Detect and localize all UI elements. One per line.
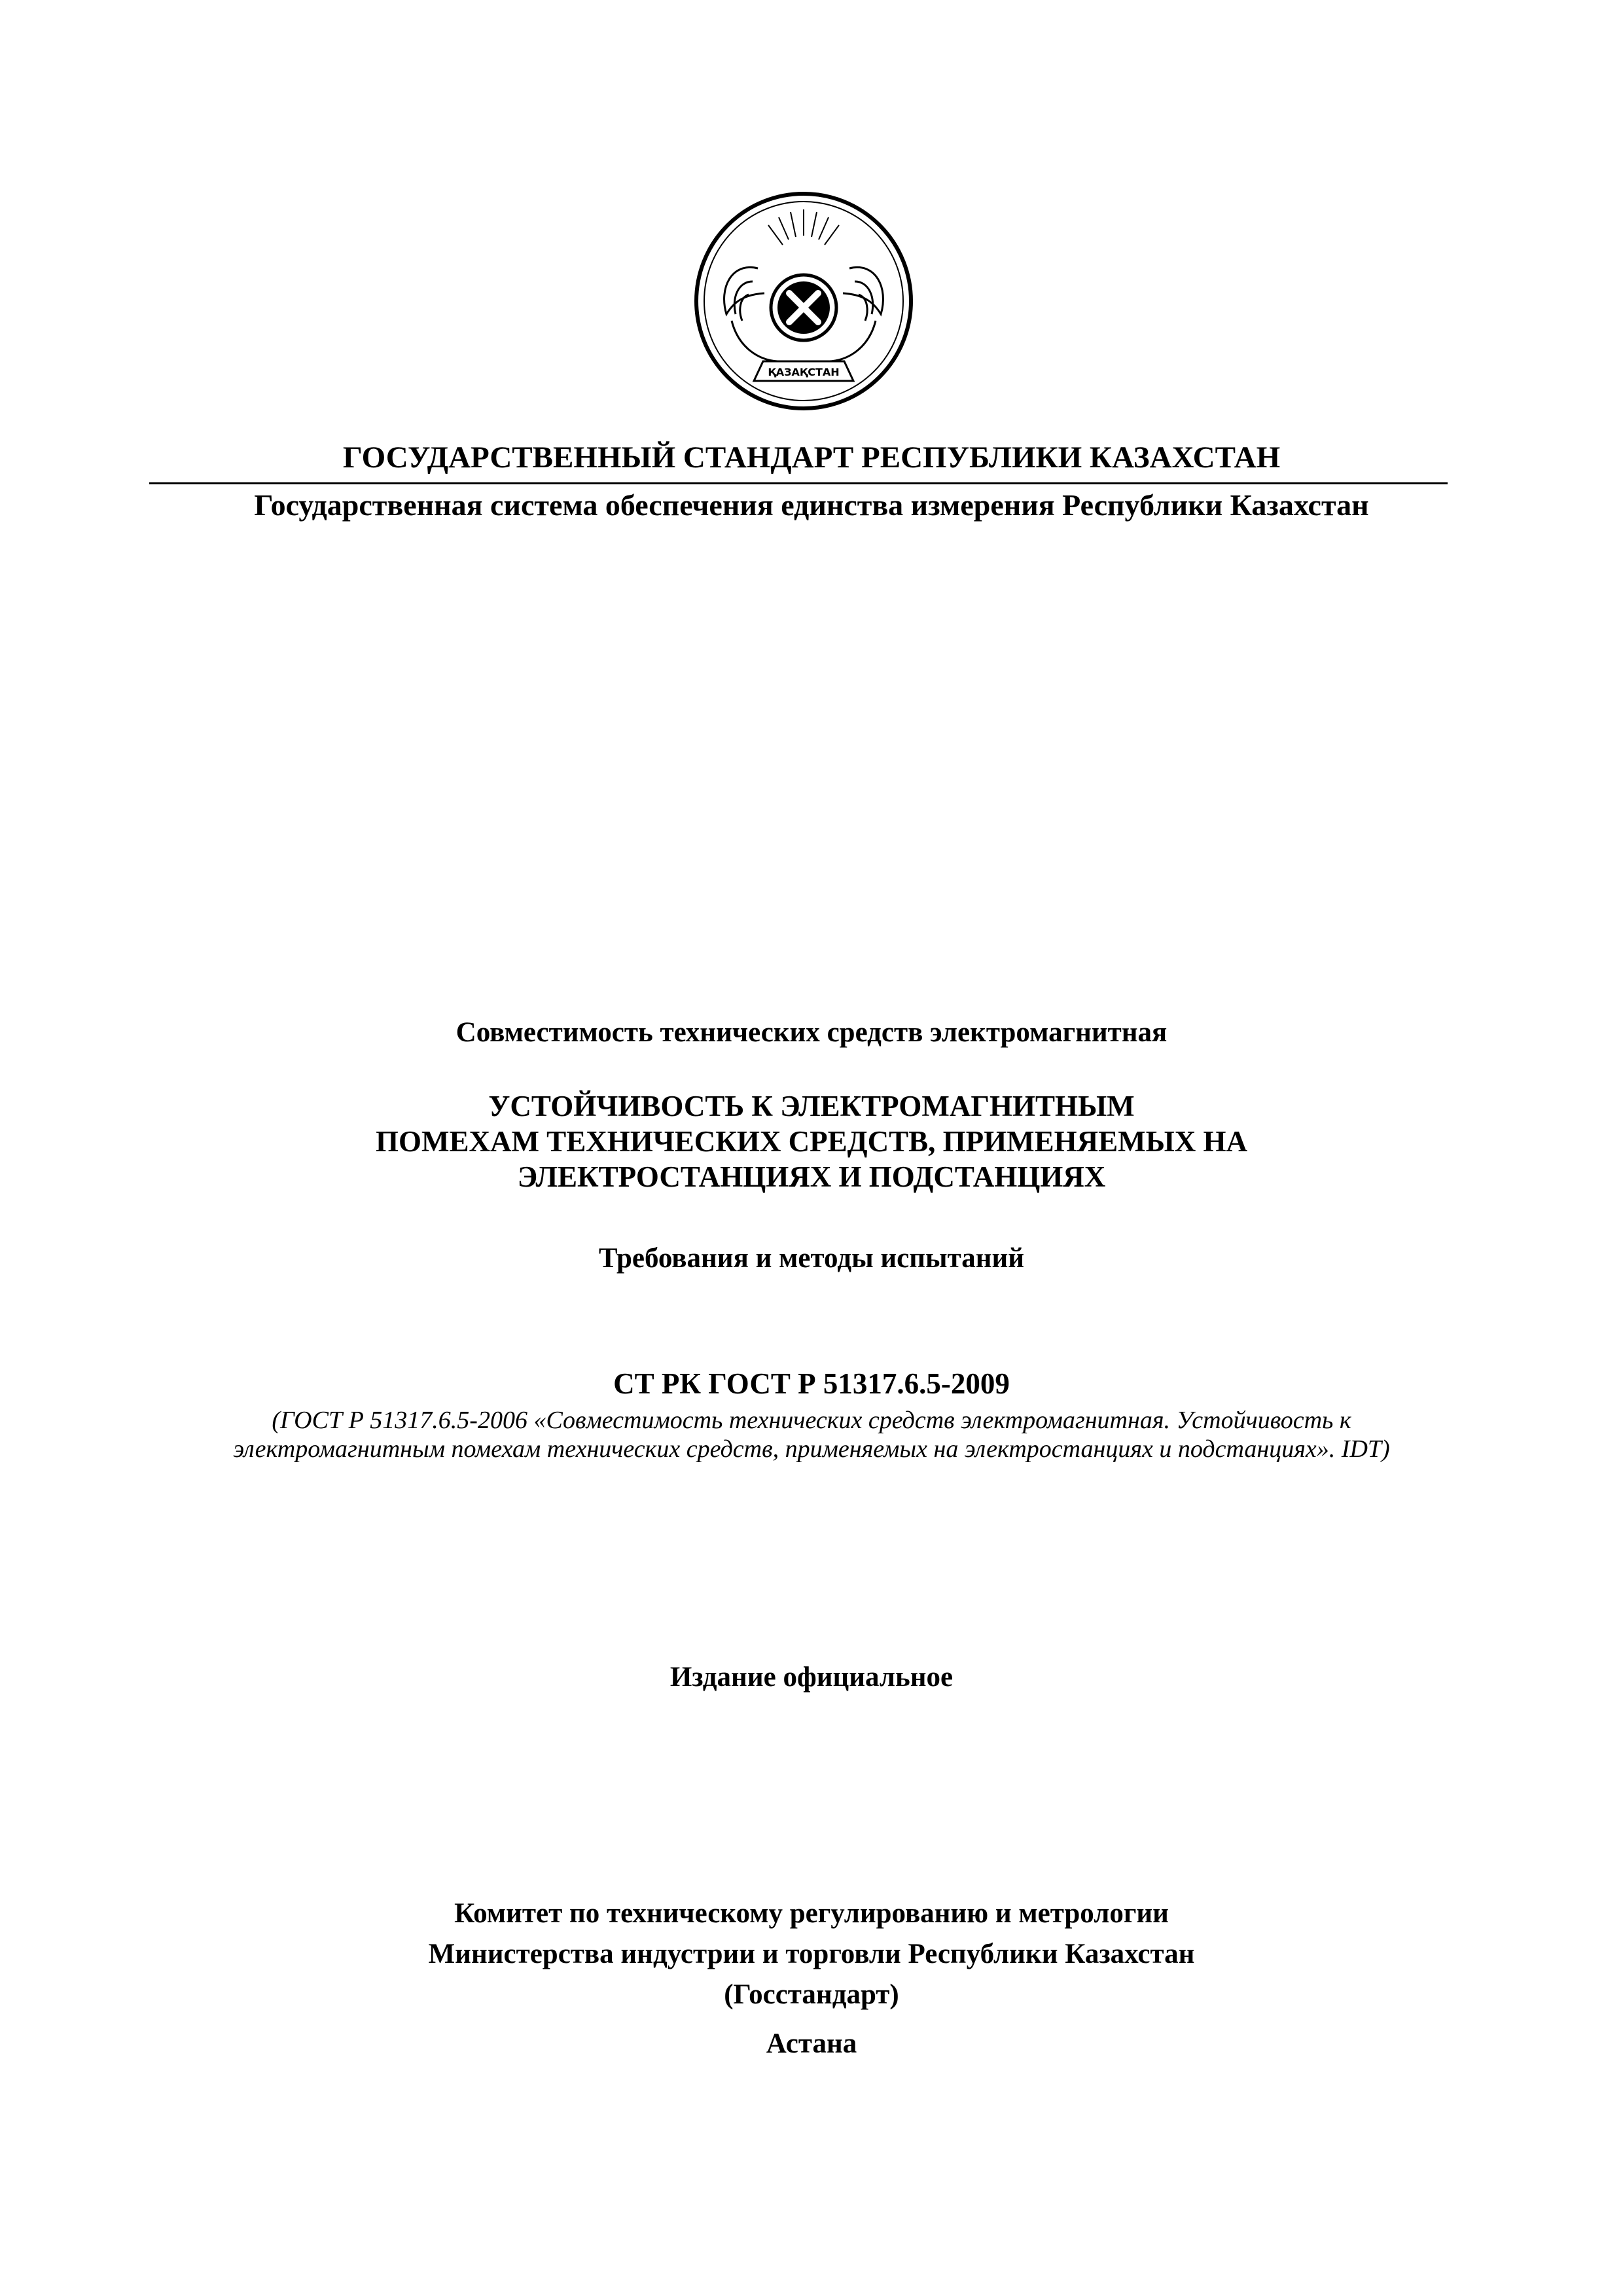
document-requirements: Требования и методы испытаний	[598, 1243, 1025, 1274]
committee-line: Министерства индустрии и торговли Республики Казахстан	[428, 1939, 1195, 1969]
reference-line: электромагнитным помехам технических средств, применяемых на электростанциях и подстанциях». IDT)	[233, 1435, 1390, 1463]
issuing-committee	[0, 1893, 1623, 2015]
header-divider	[149, 482, 1448, 484]
reference-line: (ГОСТ Р 51317.6.5-2006 «Совместимость технических средств электромагнитная. Устойчивость к	[272, 1407, 1351, 1434]
kazakhstan-state-emblem-icon	[692, 190, 915, 412]
standard-code: СТ РК ГОСТ Р 51317.6.5-2009	[613, 1367, 1010, 1400]
edition-label: Издание официальное	[669, 1662, 954, 1693]
document-subject: Совместимость технических средств электромагнитная	[455, 1017, 1168, 1048]
publication-city: Астана	[766, 2028, 857, 2059]
title-line: УСТОЙЧИВОСТЬ К ЭЛЕКТРОМАГНИТНЫМ	[488, 1090, 1135, 1122]
state-standard-heading: ГОСУДАРСТВЕННЫЙ СТАНДАРТ РЕСПУБЛИКИ КАЗАХСТАН	[342, 440, 1281, 475]
document-title	[0, 1088, 1623, 1194]
committee-line: Комитет по техническому регулированию и метрологии	[454, 1898, 1169, 1929]
original-standard-reference	[0, 1406, 1623, 1463]
title-line: ПОМЕХАМ ТЕХНИЧЕСКИХ СРЕДСТВ, ПРИМЕНЯЕМЫХ НА	[375, 1125, 1248, 1158]
title-line: ЭЛЕКТРОСТАНЦИЯХ И ПОДСТАНЦИЯХ	[517, 1160, 1106, 1193]
measurement-system-subheading: Государственная система обеспечения единства измерения Республики Казахстан	[254, 488, 1369, 522]
committee-line: (Госстандарт)	[724, 1979, 899, 2010]
svg-text:ҚАЗАҚСТАН: ҚАЗАҚСТАН	[768, 366, 840, 378]
